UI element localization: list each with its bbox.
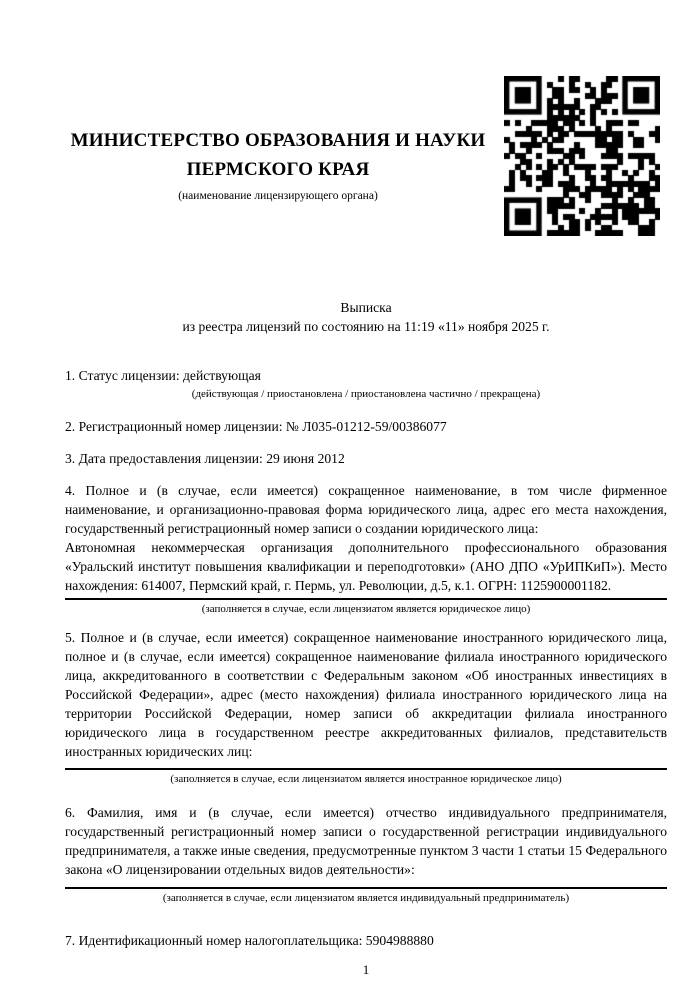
item-4-value: Автономная некоммерческая организация дополнительного профессионального образования «Уральский институт повышения квалификации и переподготовки» (АНО ДПО «УрИПКиП»). Место нахождения: 614007, Пермский край, г. Пермь, ул. Революции, д.5, к.1. ОГРН: 1125900001182.	[65, 540, 667, 593]
item-1-note: (действующая / приостановлена / приостановлена частично / прекращена)	[191, 388, 541, 400]
item-1-text: 1. Статус лицензии: действующая	[65, 368, 261, 383]
item-7-text: 7. Идентификационный номер налогоплательщика: 5904988880	[65, 933, 434, 948]
item-4-note: (заполняется в случае, если лицензиатом является юридическое лицо)	[201, 603, 531, 615]
item-4-text: 4. Полное и (в случае, если имеется) сокращенное наименование, в том числе фирменное наименование, и организационно-правовая форма юридического лица, адрес его места нахождения, государственный регистрационный номер записи о создании юридического лица:	[65, 483, 667, 536]
fill-in-line	[65, 887, 667, 889]
document-body	[65, 298, 667, 978]
document-title-block	[65, 298, 667, 336]
document-header	[0, 0, 700, 240]
authority-name-line1: МИНИСТЕРСТВО ОБРАЗОВАНИЯ И НАУКИ	[70, 130, 486, 151]
item-5-note: (заполняется в случае, если лицензиатом является иностранное юридическое лицо)	[170, 773, 562, 785]
item-3-text: 3. Дата предоставления лицензии: 29 июня 2012	[65, 451, 345, 466]
document-title: Выписка	[340, 300, 392, 315]
item-3-license-date	[65, 449, 667, 468]
item-5-foreign-entity	[65, 628, 667, 786]
item-6-individual-entrepreneur	[65, 803, 667, 905]
item-1-license-status	[65, 366, 667, 401]
item-4-legal-entity	[65, 481, 667, 616]
document-subtitle: из реестра лицензий по состоянию на 11:19 «11» ноября 2025 г.	[182, 319, 550, 334]
licensing-authority-block	[58, 126, 498, 203]
item-2-registration-number	[65, 417, 667, 436]
item-2-text: 2. Регистрационный номер лицензии: № Л035-01212-59/00386077	[65, 419, 447, 434]
item-5-text: 5. Полное и (в случае, если имеется) сокращенное наименование иностранного юридического лица, полное и (в случае, если имеется) сокращенное наименование филиала иностранного юридического лица, аккредитованного в соответствии с Федеральным законом «Об иностранных инвестициях в Российской Федерации», адрес (место нахождения) филиала иностранного юридического лица на территории Российской Федерации, номер записи об аккредитации филиала иностранного юридического лица в государственном реестре аккредитованных филиалов, представительств иностранных юридических лиц:	[65, 630, 667, 759]
qr-code-icon	[504, 76, 660, 236]
item-6-text: 6. Фамилия, имя и (в случае, если имеется) отчество индивидуального предпринимателя, государственный регистрационный номер записи о государственной регистрации индивидуального предпринимателя, а также иные сведения, предусмотренные пунктом 3 части 1 статьи 15 Федерального закона «О лицензировании отдельных видов деятельности»:	[65, 805, 667, 877]
fill-in-line	[65, 598, 667, 600]
item-6-note: (заполняется в случае, если лицензиатом является индивидуальный предприниматель)	[162, 892, 570, 904]
page-number: 1	[362, 962, 370, 977]
authority-caption: (наименование лицензирующего органа)	[178, 190, 378, 202]
fill-in-line	[65, 768, 667, 770]
authority-name-line2: ПЕРМСКОГО КРАЯ	[186, 159, 370, 180]
item-7-taxpayer-number	[65, 931, 667, 950]
